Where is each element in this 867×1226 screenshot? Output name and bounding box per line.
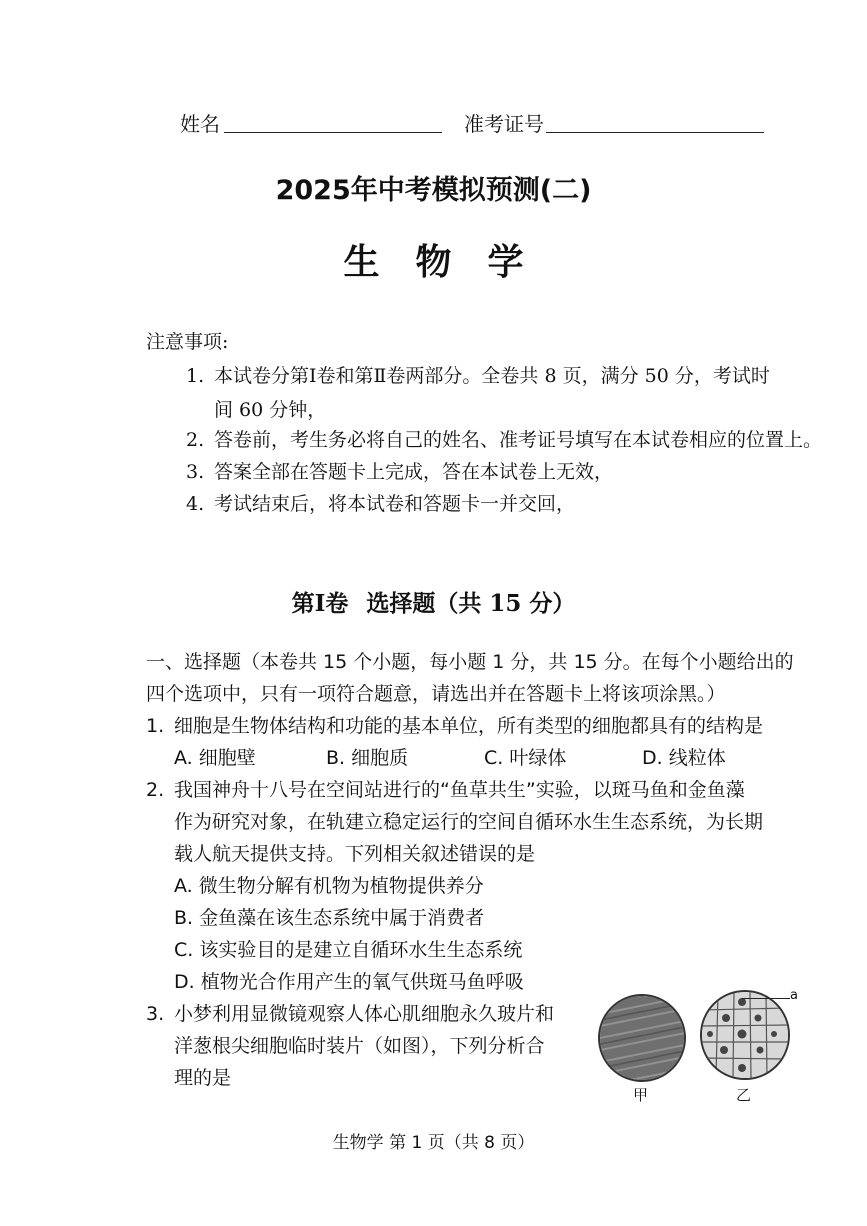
notice-item-3: 答案全部在答题卡上完成，答在本试卷上无效， <box>214 461 614 483</box>
q3-stem-line-2: 洋葱根尖细胞临时装片（如图），下列分析合 <box>174 1035 545 1057</box>
notice-item-1-line-2: 间 60 分钟， <box>214 399 327 421</box>
exam-title: 2025年中考模拟预测(二) <box>275 175 592 206</box>
notice-heading: 注意事项: <box>146 331 229 353</box>
notice-num-2: 2. <box>186 429 205 451</box>
section-heading <box>0 585 867 618</box>
q1-stem: 细胞是生物体结构和功能的基本单位，所有类型的细胞都具有的结构是 <box>174 715 764 737</box>
notice-num-3: 3. <box>186 461 205 483</box>
q2-num: 2. <box>146 779 165 801</box>
q2-stem-line-1: 我国神舟十八号在空间站进行的“鱼草共生”实验，以斑马鱼和金鱼藻 <box>174 779 745 801</box>
name-label: 姓名 <box>180 112 220 136</box>
notice-num-1: 1. <box>186 365 205 387</box>
q2-option-d[interactable]: D. 植物光合作用产生的氧气供斑马鱼呼吸 <box>174 971 524 993</box>
figure-right-caption: 乙 <box>736 1086 752 1104</box>
q2-stem-line-3: 载人航天提供支持。下列相关叙述错误的是 <box>174 843 536 865</box>
name-blank <box>224 132 442 133</box>
q1-option-a[interactable]: A. 细胞壁 <box>174 747 256 769</box>
figure-cardiac-muscle-cells <box>598 994 686 1082</box>
q2-option-a[interactable]: A. 微生物分解有机物为植物提供养分 <box>174 875 484 897</box>
figure-marker-line <box>742 998 790 999</box>
q3-stem-line-3: 理的是 <box>174 1067 232 1089</box>
q3-num: 3. <box>146 1003 165 1025</box>
q1-option-c[interactable]: C. 叶绿体 <box>484 747 567 769</box>
figure-onion-root-tip-cells <box>700 990 790 1080</box>
subject-title: 生物学 <box>343 242 560 283</box>
q1-num: 1. <box>146 715 165 737</box>
q3-stem-line-1: 小梦利用显微镜观察人体心肌细胞永久玻片和 <box>174 1003 555 1025</box>
id-blank <box>546 132 764 133</box>
section-part: 第Ⅰ卷 <box>291 590 349 617</box>
q1-option-d[interactable]: D. 线粒体 <box>642 747 726 769</box>
q2-option-c[interactable]: C. 该实验目的是建立自循环水生生态系统 <box>174 939 523 961</box>
instructions-line-2: 四个选项中，只有一项符合题意，请选出并在答题卡上将该项涂黑。） <box>146 683 726 705</box>
figure-marker-label: a <box>790 988 798 1003</box>
notice-item-1-line-1: 本试卷分第Ⅰ卷和第Ⅱ卷两部分。全卷共 8 页，满分 50 分，考试时 <box>214 365 770 387</box>
section-name: 选择题（共 15 分） <box>366 590 576 617</box>
notice-item-2: 答卷前，考生务必将自己的姓名、准考证号填写在本试卷相应的位置上。 <box>214 429 823 451</box>
figure-left-caption: 甲 <box>633 1086 649 1104</box>
id-label: 准考证号 <box>464 112 544 136</box>
notice-item-4: 考试结束后，将本试卷和答题卡一并交回， <box>214 493 576 515</box>
q2-option-b[interactable]: B. 金鱼藻在该生态系统中属于消费者 <box>174 907 485 929</box>
instructions-line-1: 一、选择题（本卷共 15 个小题，每小题 1 分，共 15 分。在每个小题给出的 <box>146 651 794 673</box>
q2-stem-line-2: 作为研究对象，在轨建立稳定运行的空间自循环水生生态系统，为长期 <box>174 811 764 833</box>
notice-num-4: 4. <box>186 493 205 515</box>
q1-option-b[interactable]: B. 细胞质 <box>326 747 409 769</box>
page-footer: 生物学 第 1 页（共 8 页） <box>332 1133 535 1153</box>
